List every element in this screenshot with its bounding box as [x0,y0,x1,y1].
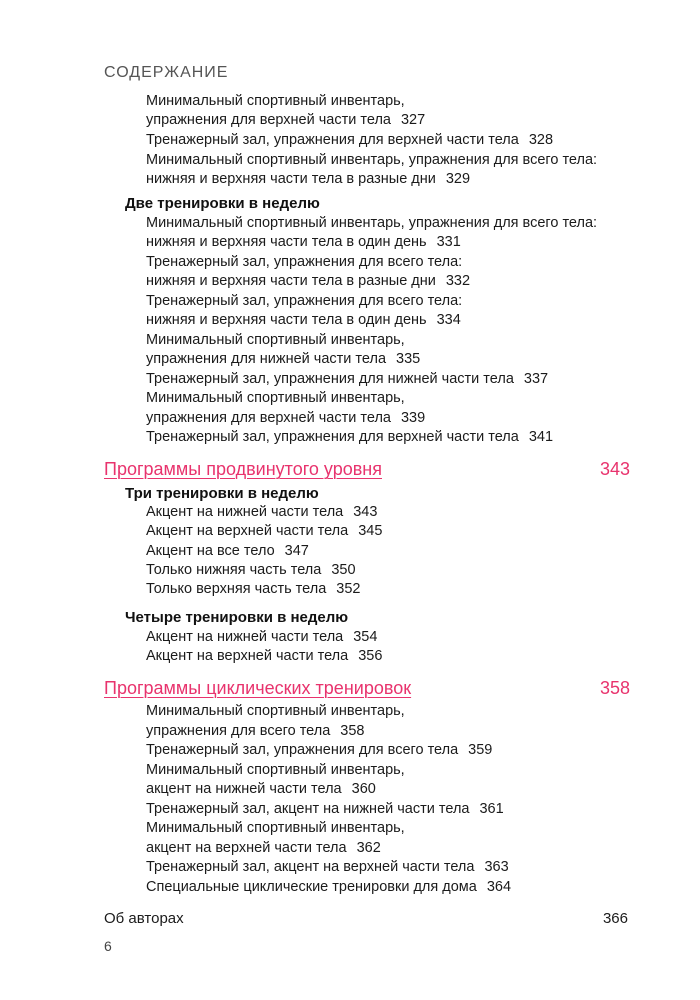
toc-line[interactable]: Тренажерный зал, упражнения для верхней части тела 341 [146,429,554,445]
section-heading-three-workouts[interactable]: Три тренировки в неделю [125,485,319,502]
toc-line[interactable]: нижняя и верхняя части тела в разные дни 332 [146,273,471,289]
page-number: 6 [104,938,112,954]
toc-line[interactable]: упражнения для всего тела 358 [146,723,365,739]
toc-line[interactable]: упражнения для верхней части тела 339 [146,410,426,426]
part-title-advanced[interactable]: Программы продвинутого уровня [104,459,382,479]
about-authors-title[interactable]: Об авторах [104,910,184,927]
section-heading-two-workouts[interactable]: Две тренировки в неделю [125,195,320,212]
toc-line[interactable]: Только верхняя часть тела 352 [146,581,361,597]
toc-line[interactable]: Тренажерный зал, упражнения для всего тела: [146,254,463,270]
toc-line[interactable]: Акцент на верхней части тела 356 [146,648,383,664]
toc-line[interactable]: акцент на верхней части тела 362 [146,840,381,856]
part-title-cyclic[interactable]: Программы циклических тренировок [104,678,412,698]
toc-line[interactable]: Акцент на нижней части тела 354 [146,629,378,645]
running-head: СОДЕРЖАНИЕ [104,64,229,81]
toc-line[interactable]: Минимальный спортивный инвентарь, [146,762,405,778]
toc-line[interactable]: Тренажерный зал, акцент на нижней части тела 361 [146,801,504,817]
toc-line[interactable]: акцент на нижней части тела 360 [146,781,376,797]
toc-line[interactable]: Минимальный спортивный инвентарь, [146,390,405,406]
toc-line[interactable]: Специальные циклические тренировки для дома 364 [146,879,512,895]
toc-line[interactable]: Минимальный спортивный инвентарь, [146,93,405,109]
toc-line[interactable]: упражнения для нижней части тела 335 [146,351,421,367]
toc-line[interactable]: Акцент на нижней части тела 343 [146,504,378,520]
toc-line[interactable]: Минимальный спортивный инвентарь, [146,820,405,836]
toc-line[interactable]: Минимальный спортивный инвентарь, упражнения для всего тела: [146,152,598,168]
toc-line[interactable]: Минимальный спортивный инвентарь, [146,703,405,719]
part-page-advanced[interactable]: 343 [599,459,630,479]
part-page-cyclic[interactable]: 358 [599,678,630,698]
toc-line[interactable]: нижняя и верхняя части тела в один день 331 [146,234,461,250]
toc-line[interactable]: Акцент на верхней части тела 345 [146,523,383,539]
toc-line[interactable]: Тренажерный зал, упражнения для всего тела 359 [146,742,493,758]
toc-line[interactable]: Тренажерный зал, упражнения для верхней части тела 328 [146,132,554,148]
toc-line[interactable]: Тренажерный зал, упражнения для всего тела: [146,293,463,309]
toc-line[interactable]: Акцент на все тело 347 [146,543,309,559]
toc-line[interactable]: упражнения для верхней части тела 327 [146,112,426,128]
about-authors-page[interactable]: 366 [602,910,628,927]
toc-line[interactable]: Тренажерный зал, акцент на верхней части тела 363 [146,859,509,875]
section-heading-four-workouts[interactable]: Четыре тренировки в неделю [125,609,349,626]
toc-line[interactable]: Тренажерный зал, упражнения для нижней части тела 337 [146,371,549,387]
toc-line[interactable]: Только нижняя часть тела 350 [146,562,356,578]
toc-line[interactable]: нижняя и верхняя части тела в разные дни 329 [146,171,471,187]
toc-line[interactable]: Минимальный спортивный инвентарь, [146,332,405,348]
toc-line[interactable]: нижняя и верхняя части тела в один день 334 [146,312,461,328]
toc-line[interactable]: Минимальный спортивный инвентарь, упражнения для всего тела: [146,215,598,231]
